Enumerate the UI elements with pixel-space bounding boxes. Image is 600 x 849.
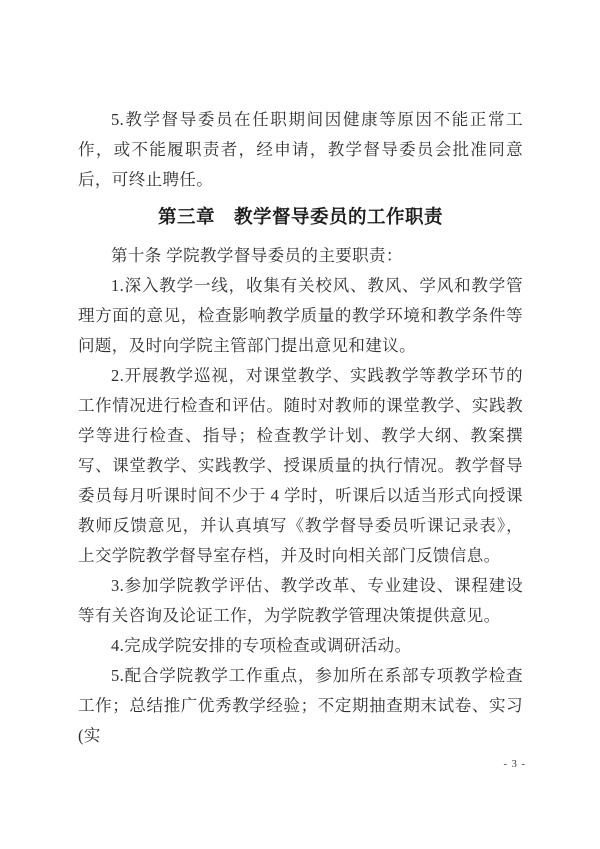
paragraph-duty-3: 3.参加学院教学评估、教学改革、专业建设、课程建设等有关咨询及论证工作，为学院教学管理决策提供意见。 [78,576,523,625]
page-number: - 3 - [503,759,526,770]
paragraph-termination-clause: 5.教学督导委员在任职期间因健康等原因不能正常工作，或不能履职责者，经申请，教学督导委员会批准同意后，可终止聘任。 [78,110,523,189]
paragraph-duty-4: 4.完成学院安排的专项检查或调研活动。 [111,636,412,655]
paragraph-duty-1: 1.深入教学一线，收集有关校风、教风、学风和教学管理方面的意见，检查影响教学质量的教学环境和教学条件等问题，及时向学院主管部门提出意见和建议。 [78,276,523,355]
paragraph-article-10-lead: 第十条 学院教学督导委员的主要职责： [111,246,403,265]
paragraph-duty-5: 5.配合学院教学工作重点，参加所在系部专项教学检查工作；总结推广优秀教学经验；不定期抽查期末试卷、实习(实 [78,666,523,745]
paragraph-duty-2: 2.开展教学巡视，对课堂教学、实践教学等教学环节的工作情况进行检查和评估。随时对教师的课堂教学、实践教学等进行检查、指导；检查教学计划、教学大纲、教案撰写、课堂教学、实践教学、授课质量的执行情况。教学督导委员每月听课时间不少于 4 学时，听课后以适当形式向授课教师反馈意见，并认真填写《教学督导委员听课记录表》，上交学院教学督导室存档，并及时向相关部门反馈信息。 [78,366,523,565]
chapter-heading: 第三章 教学督导委员的工作职责 [157,206,443,227]
document-content [78,105,523,751]
